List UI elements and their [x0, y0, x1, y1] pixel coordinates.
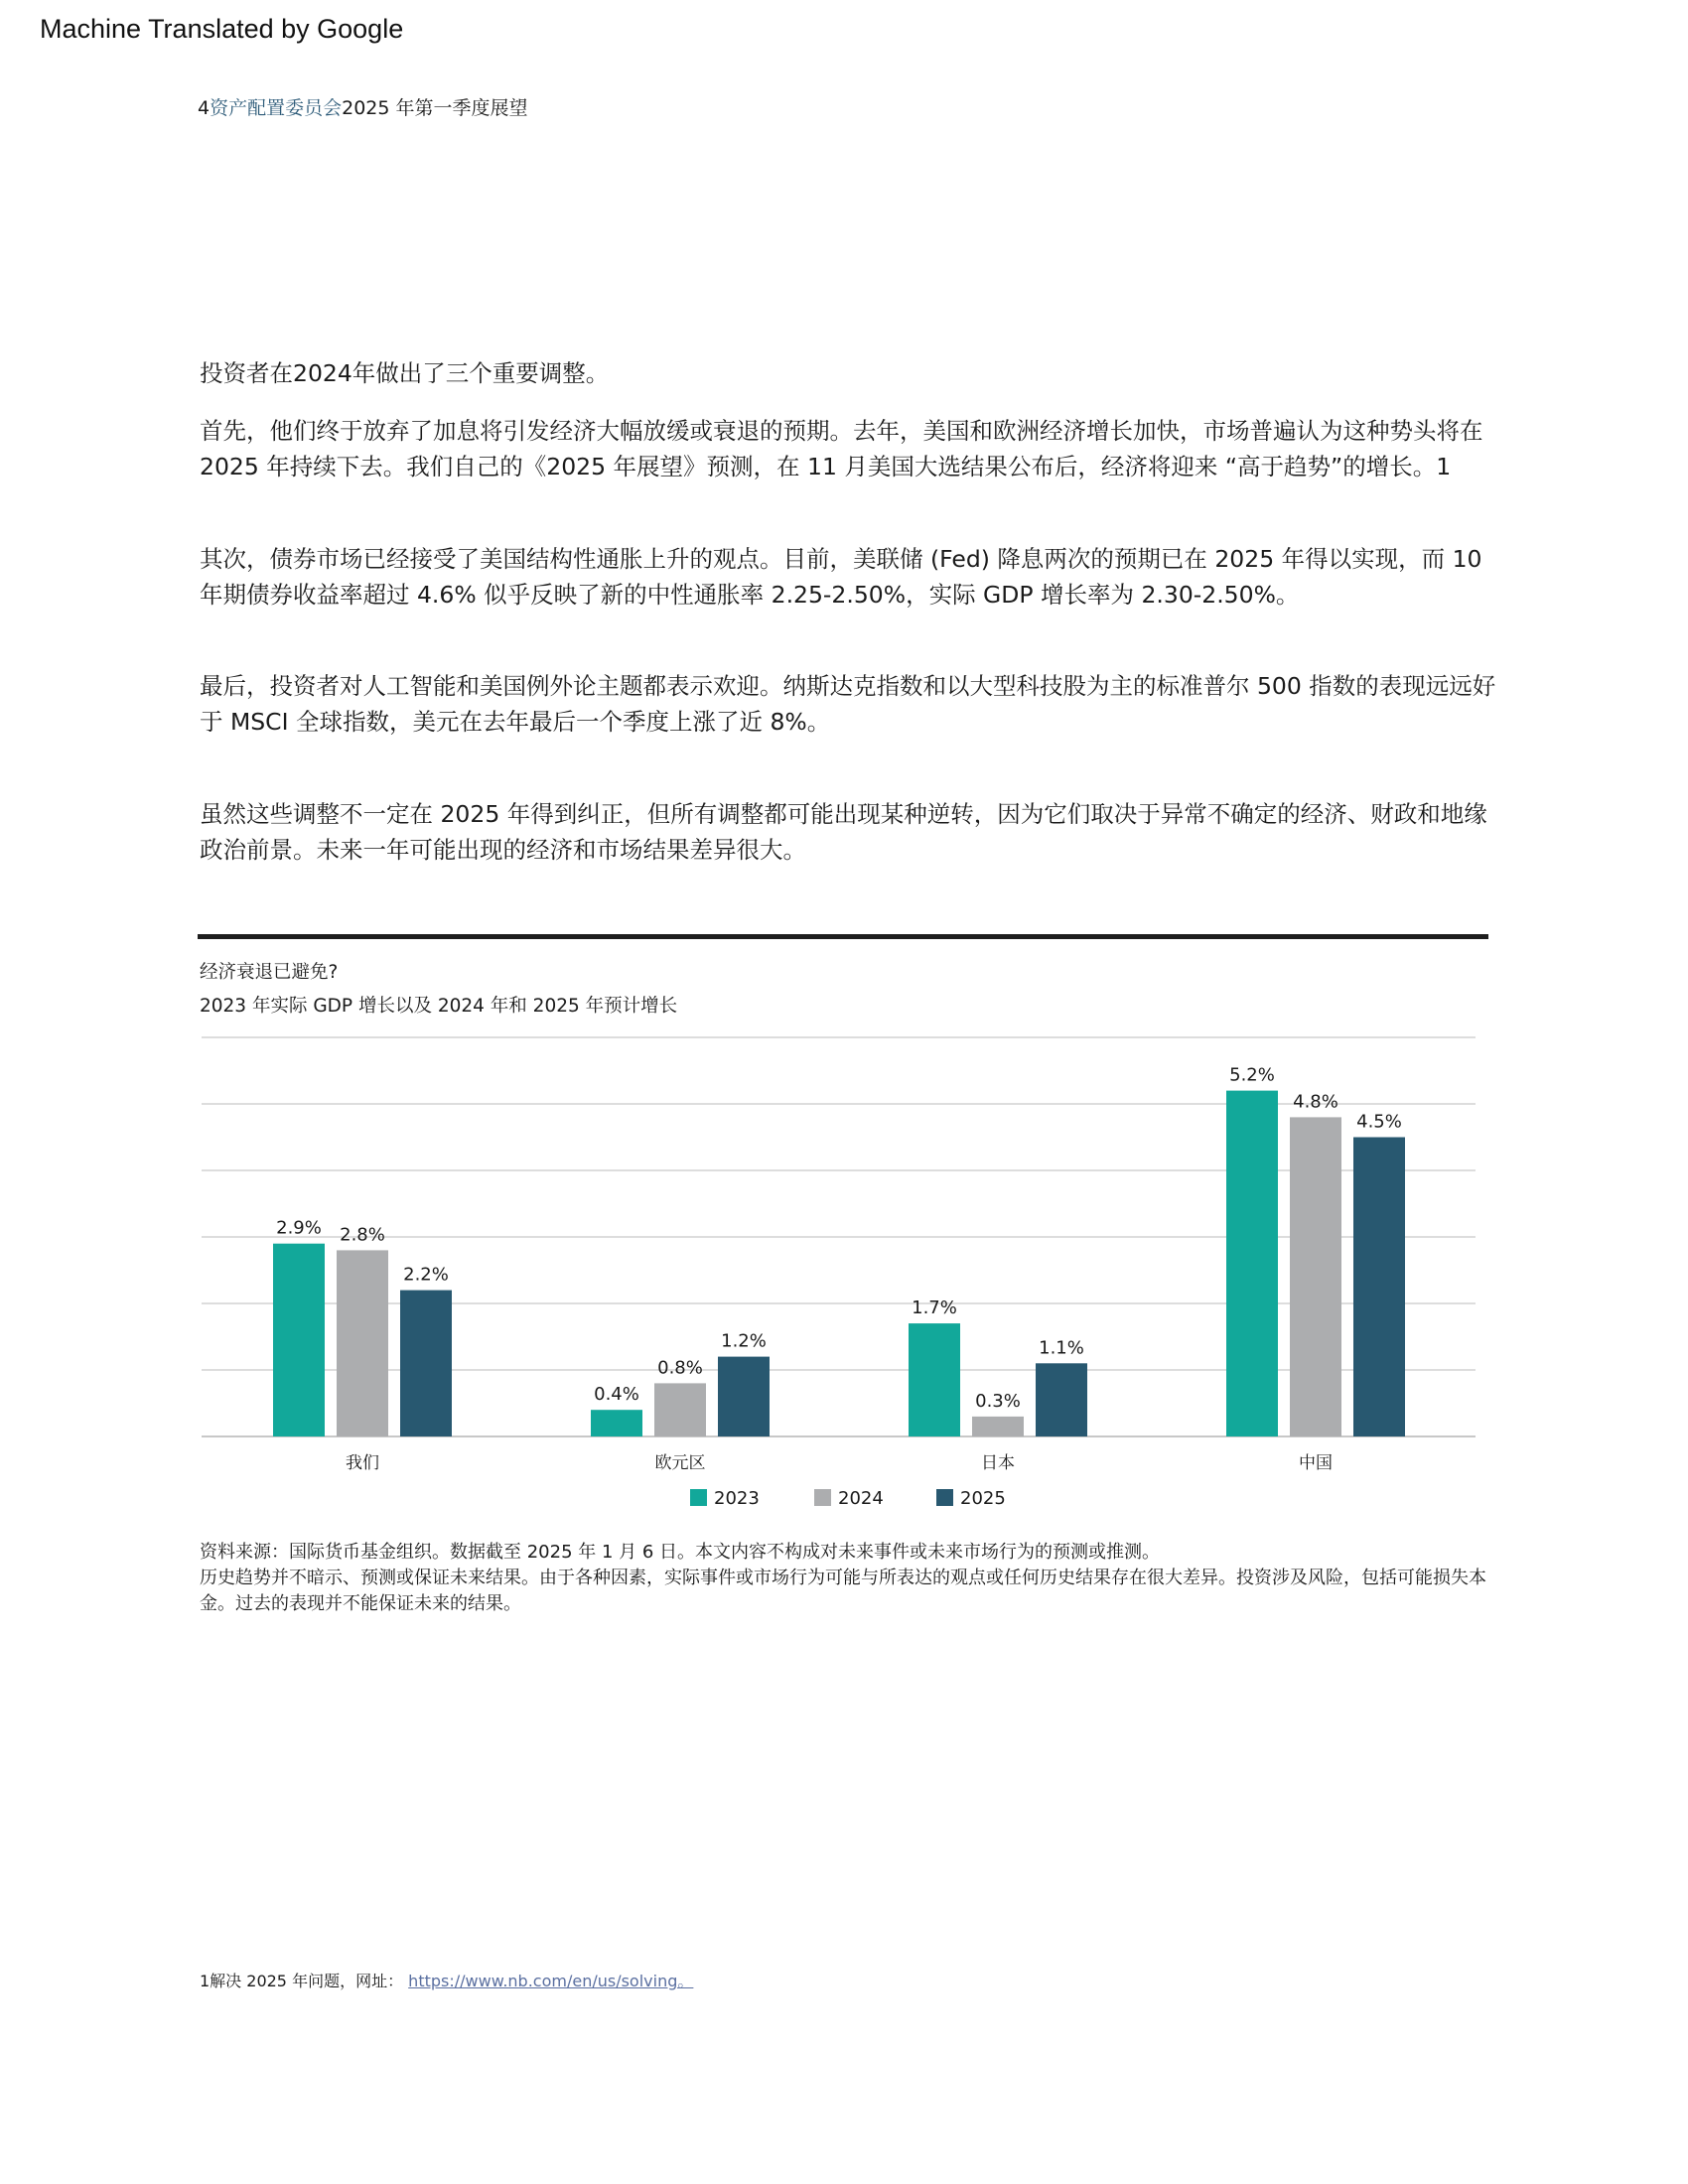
bar-2025 — [718, 1357, 770, 1436]
bar-value-label: 1.1% — [1039, 1337, 1084, 1359]
paragraph-fourth: 虽然这些调整不一定在 2025 年得到纠正，但所有调整都可能出现某种逆转，因为它们取决于异常不确定的经济、财政和地缘政治前景。未来一年可能出现的经济和市场结果差异很大。 — [200, 800, 1487, 864]
paragraph-third: 最后，投资者对人工智能和美国例外论主题都表示欢迎。纳斯达克指数和以大型科技股为主的标准普尔 500 指数的表现远远好于 MSCI 全球指数，美元在去年最后一个季度上涨了近 8%。 — [200, 672, 1496, 736]
legend-swatch-2024 — [814, 1489, 831, 1506]
bar-value-label: 0.8% — [657, 1357, 703, 1379]
category-label: 中国 — [1299, 1453, 1333, 1473]
source-note-line-2: 历史趋势并不暗示、预测或保证未来结果。由于各种因素，实际事件或市场行为可能与所表达的观点或任何历史结果存在很大差异。投资涉及风险，包括可能损失本金。过去的表现并不能保证未来的结果。 — [200, 1568, 1486, 1614]
bar-2025 — [1353, 1138, 1405, 1437]
bar-2025 — [1036, 1363, 1087, 1436]
bar-value-label: 2.2% — [403, 1264, 449, 1286]
paragraph-second: 其次，债券市场已经接受了美国结构性通胀上升的观点。目前，美联储 (Fed) 降息两次的预期已在 2025 年得以实现，而 10 年期债券收益率超过 4.6% 似乎反映了新的中性通胀率 2.25-2.50%，实际 GDP 增长率为 2.30-2.50%。 — [200, 545, 1482, 609]
legend-label-2023: 2023 — [714, 1488, 760, 1509]
page-number: 4 — [198, 97, 211, 119]
legend-label-2024: 2024 — [838, 1488, 884, 1509]
footnote-text: 1解决 2025 年问题，网址： — [200, 1972, 404, 1990]
footnote — [200, 1969, 693, 1991]
bar-2024 — [654, 1383, 706, 1436]
bar-value-label: 2.8% — [340, 1224, 385, 1246]
bar-2023 — [273, 1244, 325, 1436]
bar-2024 — [972, 1417, 1024, 1436]
report-title: 2025 年第一季度展望 — [342, 97, 528, 119]
category-label: 日本 — [981, 1453, 1015, 1473]
bar-value-label: 1.2% — [721, 1330, 767, 1352]
bar-value-label: 1.7% — [912, 1297, 957, 1319]
chart-subtitle: 2023 年实际 GDP 增长以及 2024 年和 2025 年预计增长 — [200, 996, 678, 1017]
machine-translation-banner: Machine Translated by Google — [40, 14, 404, 44]
bar-2023 — [1226, 1091, 1278, 1436]
bar-value-label: 2.9% — [276, 1217, 322, 1239]
bar-2024 — [1290, 1117, 1341, 1436]
legend-swatch-2023 — [690, 1489, 707, 1506]
bar-2023 — [909, 1323, 960, 1436]
category-label: 欧元区 — [654, 1453, 706, 1473]
paragraph-first: 首先，他们终于放弃了加息将引发经济大幅放缓或衰退的预期。去年，美国和欧洲经济增长加快，市场普遍认为这种势头将在 2025 年持续下去。我们自己的《2025 年展望》预测，在 11 月美国大选结果公布后，经济将迎来 “高于趋势”的增长。1 — [200, 417, 1483, 480]
bar-2024 — [337, 1250, 388, 1436]
source-note-line-1: 资料来源：国际货币基金组织。数据截至 2025 年 1 月 6 日。本文内容不构成对未来事件或未来市场行为的预测或推测。 — [200, 1542, 1161, 1563]
bar-value-label: 0.3% — [975, 1390, 1021, 1412]
source-note — [200, 1540, 1500, 1617]
bar-2023 — [591, 1410, 642, 1436]
committee-name: 资产配置委员会 — [210, 97, 343, 119]
bar-value-label: 4.5% — [1356, 1111, 1402, 1133]
bar-value-label: 5.2% — [1229, 1064, 1275, 1086]
chart-title: 经济衰退已避免? — [200, 962, 339, 983]
legend-swatch-2025 — [936, 1489, 953, 1506]
paragraph-intro: 投资者在2024年做出了三个重要调整。 — [200, 359, 610, 387]
category-label: 我们 — [346, 1453, 379, 1473]
bar-value-label: 0.4% — [594, 1384, 639, 1406]
bar-value-label: 4.8% — [1293, 1091, 1338, 1113]
bar-2025 — [400, 1291, 452, 1436]
legend-label-2025: 2025 — [960, 1488, 1006, 1509]
footnote-link[interactable]: https://www.nb.com/en/us/solving。 — [408, 1972, 694, 1990]
